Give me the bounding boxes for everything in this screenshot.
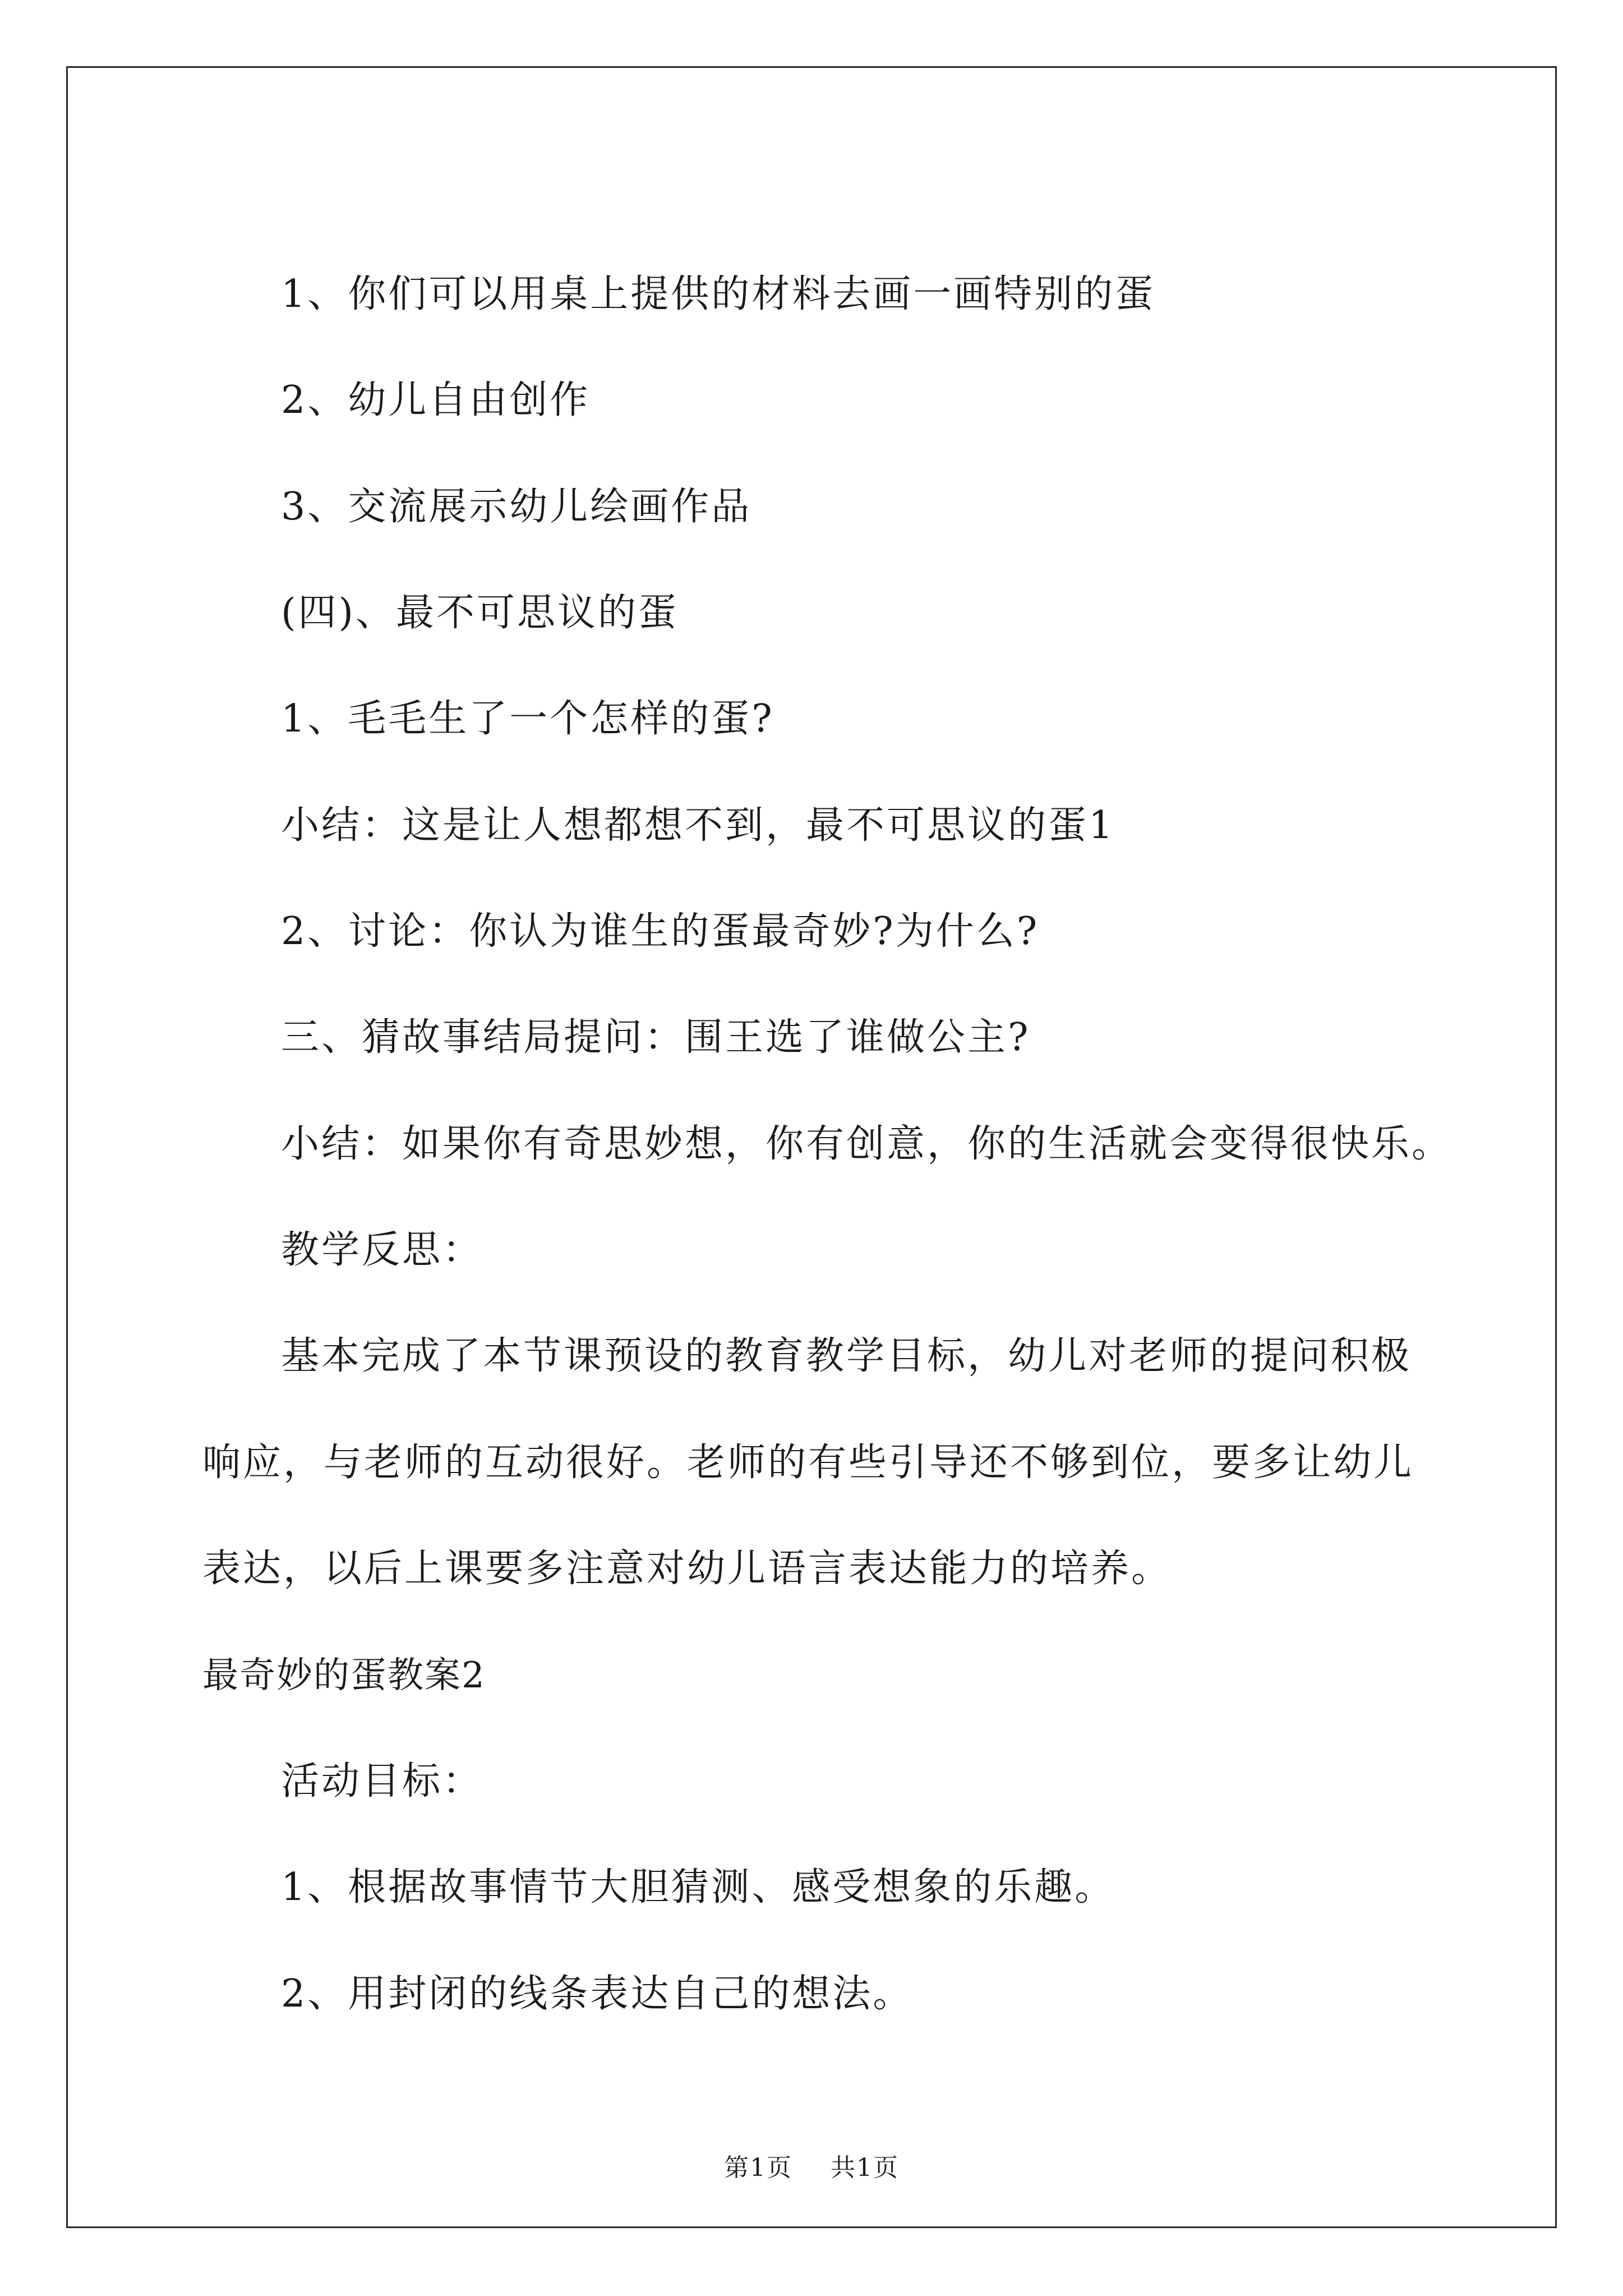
paragraph: 2、讨论：你认为谁生的蛋最奇妙?为什么? (281, 909, 1040, 954)
paragraph: 1、毛毛生了一个怎样的蛋? (281, 697, 774, 741)
section-heading: (四)、最不可思议的蛋 (281, 591, 679, 635)
paragraph: 1、你们可以用桌上提供的材料去画一画特别的蛋 (281, 272, 1156, 316)
document-title: 最奇妙的蛋教案2 (202, 1655, 486, 1696)
paragraph: 小结：这是让人想都想不到，最不可思议的蛋1 (281, 803, 1115, 848)
paragraph: 1、根据故事情节大胆猜测、感受想象的乐趣。 (281, 1865, 1115, 1910)
page-number-total: 共1页 (831, 2154, 899, 2182)
paragraph: 小结：如果你有奇思妙想，你有创意，你的生活就会变得很快乐。 (281, 1122, 1453, 1166)
paragraph: 2、幼儿自由创作 (281, 378, 591, 422)
paragraph: 3、交流展示幼儿绘画作品 (281, 485, 752, 529)
section-heading: 教学反思： (281, 1228, 483, 1272)
document-body (68, 68, 1555, 2226)
page-frame (66, 66, 1557, 2228)
paragraph: 表达，以后上课要多注意对幼儿语言表达能力的培养。 (202, 1547, 1172, 1591)
paragraph: 三、猜故事结局提问：围王选了谁做公主? (281, 1015, 1031, 1060)
page-number-current: 第1页 (724, 2154, 792, 2182)
paragraph: 2、用封闭的线条表达自己的想法。 (281, 1972, 914, 2016)
paragraph: 基本完成了本节课预设的教育教学目标，幼儿对老师的提问积极 (281, 1334, 1412, 1378)
section-heading: 活动目标： (281, 1759, 483, 1803)
paragraph: 响应，与老师的互动很好。老师的有些引导还不够到位，要多让幼儿 (202, 1441, 1414, 1485)
page-footer (68, 2153, 1555, 2183)
